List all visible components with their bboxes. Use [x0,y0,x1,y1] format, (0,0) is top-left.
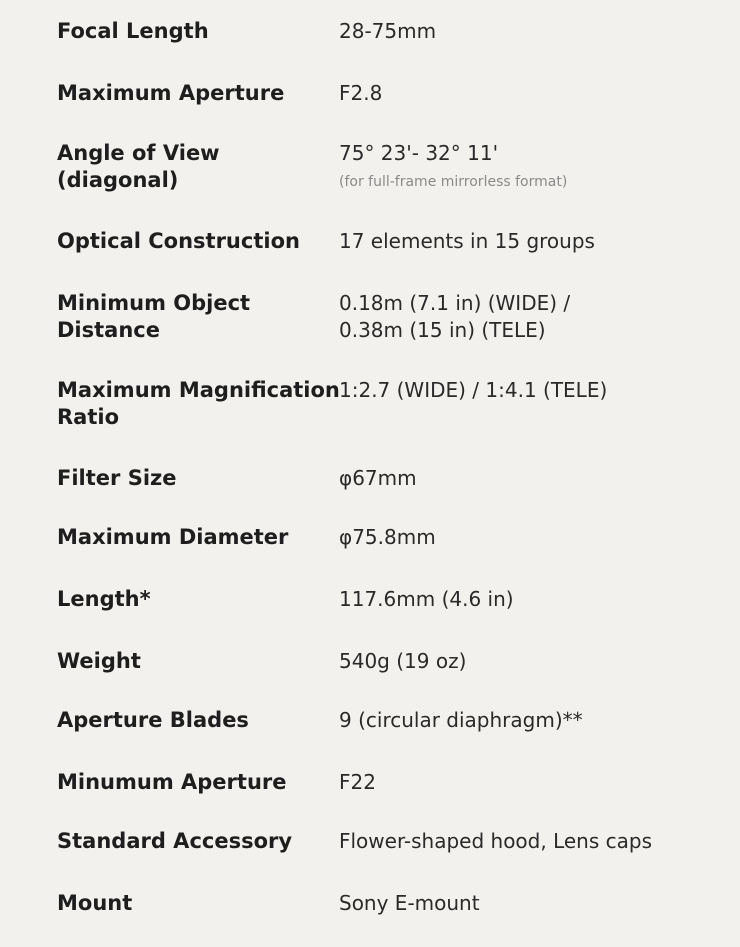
spec-value-line: 0.38m (15 in) (TELE) [339,318,546,342]
spec-value-line: F22 [339,770,376,794]
spec-value [339,828,734,855]
spec-label-line: Distance [57,318,160,342]
spec-label-line: Aperture Blades [57,708,249,732]
spec-label [57,524,327,551]
spec-label-line: Weight [57,649,141,673]
spec-value-line: 75° 23'- 32° 11' [339,141,499,165]
spec-label-line: Minumum Aperture [57,770,287,794]
spec-label [57,290,327,344]
spec-label-line: Filter Size [57,466,177,490]
spec-label [57,18,327,45]
spec-value [339,290,734,344]
spec-label [57,377,340,431]
spec-label [57,648,327,675]
spec-value [339,648,734,675]
spec-value-line: 0.18m (7.1 in) (WIDE) / [339,291,571,315]
spec-value-line: 9 (circular diaphragm)** [339,708,583,732]
spec-label-line: Maximum Diameter [57,525,289,549]
spec-value [339,465,734,492]
spec-label [57,707,327,734]
spec-label-line: Maximum Magnification [57,378,340,402]
spec-label-line: (diagonal) [57,168,179,192]
spec-label-line: Focal Length [57,19,209,43]
spec-value [339,524,734,551]
spec-value [339,80,734,107]
spec-label-line: Ratio [57,405,120,429]
spec-value [339,140,734,192]
spec-label-line: Maximum Aperture [57,81,285,105]
spec-value-line: φ75.8mm [339,525,436,549]
spec-value-line: 1:2.7 (WIDE) / 1:4.1 (TELE) [339,378,608,402]
spec-value [339,377,734,404]
spec-label [57,828,327,855]
spec-label [57,890,327,917]
spec-value-line: 540g (19 oz) [339,649,467,673]
spec-label [57,228,327,255]
spec-value [339,586,734,613]
spec-value-line: 17 elements in 15 groups [339,229,595,253]
spec-label-line: Standard Accessory [57,829,293,853]
spec-value-line: 28-75mm [339,19,437,43]
spec-value [339,228,734,255]
spec-value-line: 117.6mm (4.6 in) [339,587,514,611]
spec-value-line: Sony E-mount [339,891,480,915]
spec-label [57,140,327,194]
spec-label [57,80,327,107]
spec-value-line: Flower-shaped hood, Lens caps [339,829,652,853]
spec-label [57,769,327,796]
spec-label-line: Angle of View [57,141,220,165]
spec-value-line: F2.8 [339,81,383,105]
spec-value [339,707,734,734]
spec-value-line: φ67mm [339,466,417,490]
spec-label-line: Length* [57,587,151,611]
spec-label-line: Optical Construction [57,229,300,253]
spec-value [339,18,734,45]
spec-label-line: Minimum Object [57,291,251,315]
spec-value [339,890,734,917]
spec-label [57,465,327,492]
spec-value [339,769,734,796]
spec-label [57,586,327,613]
spec-label-line: Mount [57,891,133,915]
spec-value-note: (for full-frame mirrorless format) [339,174,568,190]
